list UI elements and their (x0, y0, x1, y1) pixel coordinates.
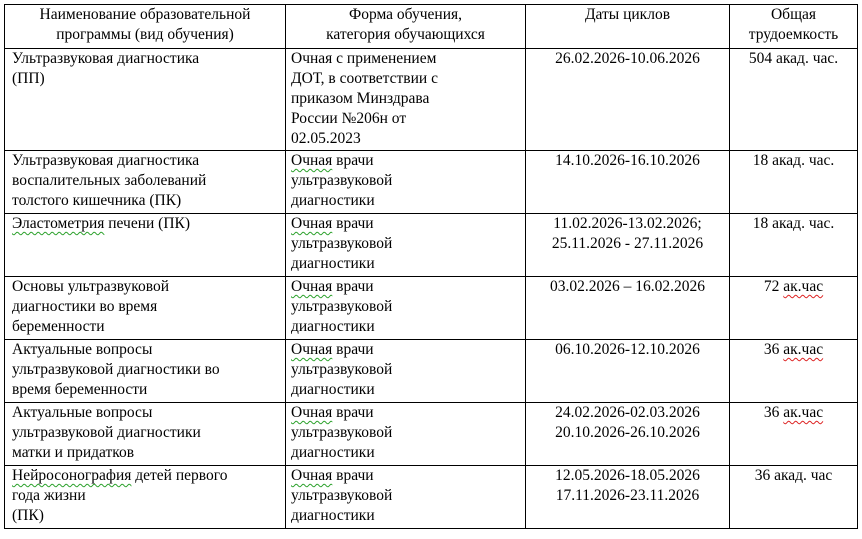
table-row (5, 466, 858, 529)
spellcheck-word: ак.час (783, 341, 824, 358)
total-hours-cell: 36 ак.час (730, 403, 858, 466)
table-row (5, 151, 858, 214)
cycle-dates-cell: 12.05.2026-18.05.2026 17.11.2026-23.11.2026 (526, 466, 730, 529)
spellcheck-word: Эластометрия (12, 215, 105, 232)
study-form-cell: Очная с применением ДОТ, в соответствии с приказом Минздрава России №206н от 02.05.2023 (286, 49, 526, 151)
study-form-cell: Очная врачи ультразвуковой диагностики (286, 214, 526, 277)
table-row (5, 277, 858, 340)
cycle-dates-cell: 03.02.2026 – 16.02.2026 (526, 277, 730, 340)
header-study-form: Форма обучения, категория обучающихся (286, 5, 526, 49)
spellcheck-word: Очная (291, 467, 333, 484)
table-row (5, 403, 858, 466)
cycle-dates-cell: 26.02.2026-10.06.2026 (526, 49, 730, 151)
total-hours-cell: 36 ак.час (730, 340, 858, 403)
spellcheck-word: Очная (291, 341, 333, 358)
cycle-dates-cell: 06.10.2026-12.10.2026 (526, 340, 730, 403)
table-header-row (5, 5, 858, 49)
table-row (5, 340, 858, 403)
spellcheck-word: ак.час (783, 404, 824, 421)
total-hours-cell: 18 акад. час. (730, 151, 858, 214)
study-form-cell: Очная врачи ультразвуковой диагностики (286, 466, 526, 529)
cycle-dates-cell: 14.10.2026-16.10.2026 (526, 151, 730, 214)
total-hours-cell: 72 ак.час (730, 277, 858, 340)
total-hours-cell: 36 акад. час (730, 466, 858, 529)
spellcheck-word: ак.час (783, 278, 824, 295)
study-form-cell: Очная врачи ультразвуковой диагностики (286, 403, 526, 466)
header-total-hours: Общая трудоемкость (730, 5, 858, 49)
program-name-cell: Эластометрия печени (ПК) (5, 214, 286, 277)
program-name-cell: Актуальные вопросы ультразвуковой диагностики матки и придатков (5, 403, 286, 466)
header-program-name: Наименование образовательной программы (вид обучения) (5, 5, 286, 49)
spellcheck-word: Очная (291, 278, 333, 295)
program-name-cell: Ультразвуковая диагностика (ПП) (5, 49, 286, 151)
programs-table (4, 4, 858, 529)
table-row (5, 214, 858, 277)
spellcheck-word: Нейросонография (12, 467, 132, 484)
program-name-cell: Ультразвуковая диагностика воспалительных заболеваний толстого кишечника (ПК) (5, 151, 286, 214)
table-row (5, 49, 858, 151)
study-form-cell: Очная врачи ультразвуковой диагностики (286, 340, 526, 403)
cycle-dates-cell: 11.02.2026-13.02.2026; 25.11.2026 - 27.11.2026 (526, 214, 730, 277)
total-hours-cell: 504 акад. час. (730, 49, 858, 151)
program-name-cell: Актуальные вопросы ультразвуковой диагностики во время беременности (5, 340, 286, 403)
header-cycle-dates: Даты циклов (526, 5, 730, 49)
spellcheck-word: Очная (291, 215, 333, 232)
study-form-cell: Очная врачи ультразвуковой диагностики (286, 151, 526, 214)
program-name-cell: Нейросонография детей первого года жизни (ПК) (5, 466, 286, 529)
total-hours-cell: 18 акад. час. (730, 214, 858, 277)
study-form-cell: Очная врачи ультразвуковой диагностики (286, 277, 526, 340)
cycle-dates-cell: 24.02.2026-02.03.2026 20.10.2026-26.10.2026 (526, 403, 730, 466)
spellcheck-word: Очная (291, 152, 333, 169)
spellcheck-word: Очная (291, 404, 333, 421)
program-name-cell: Основы ультразвуковой диагностики во время беременности (5, 277, 286, 340)
